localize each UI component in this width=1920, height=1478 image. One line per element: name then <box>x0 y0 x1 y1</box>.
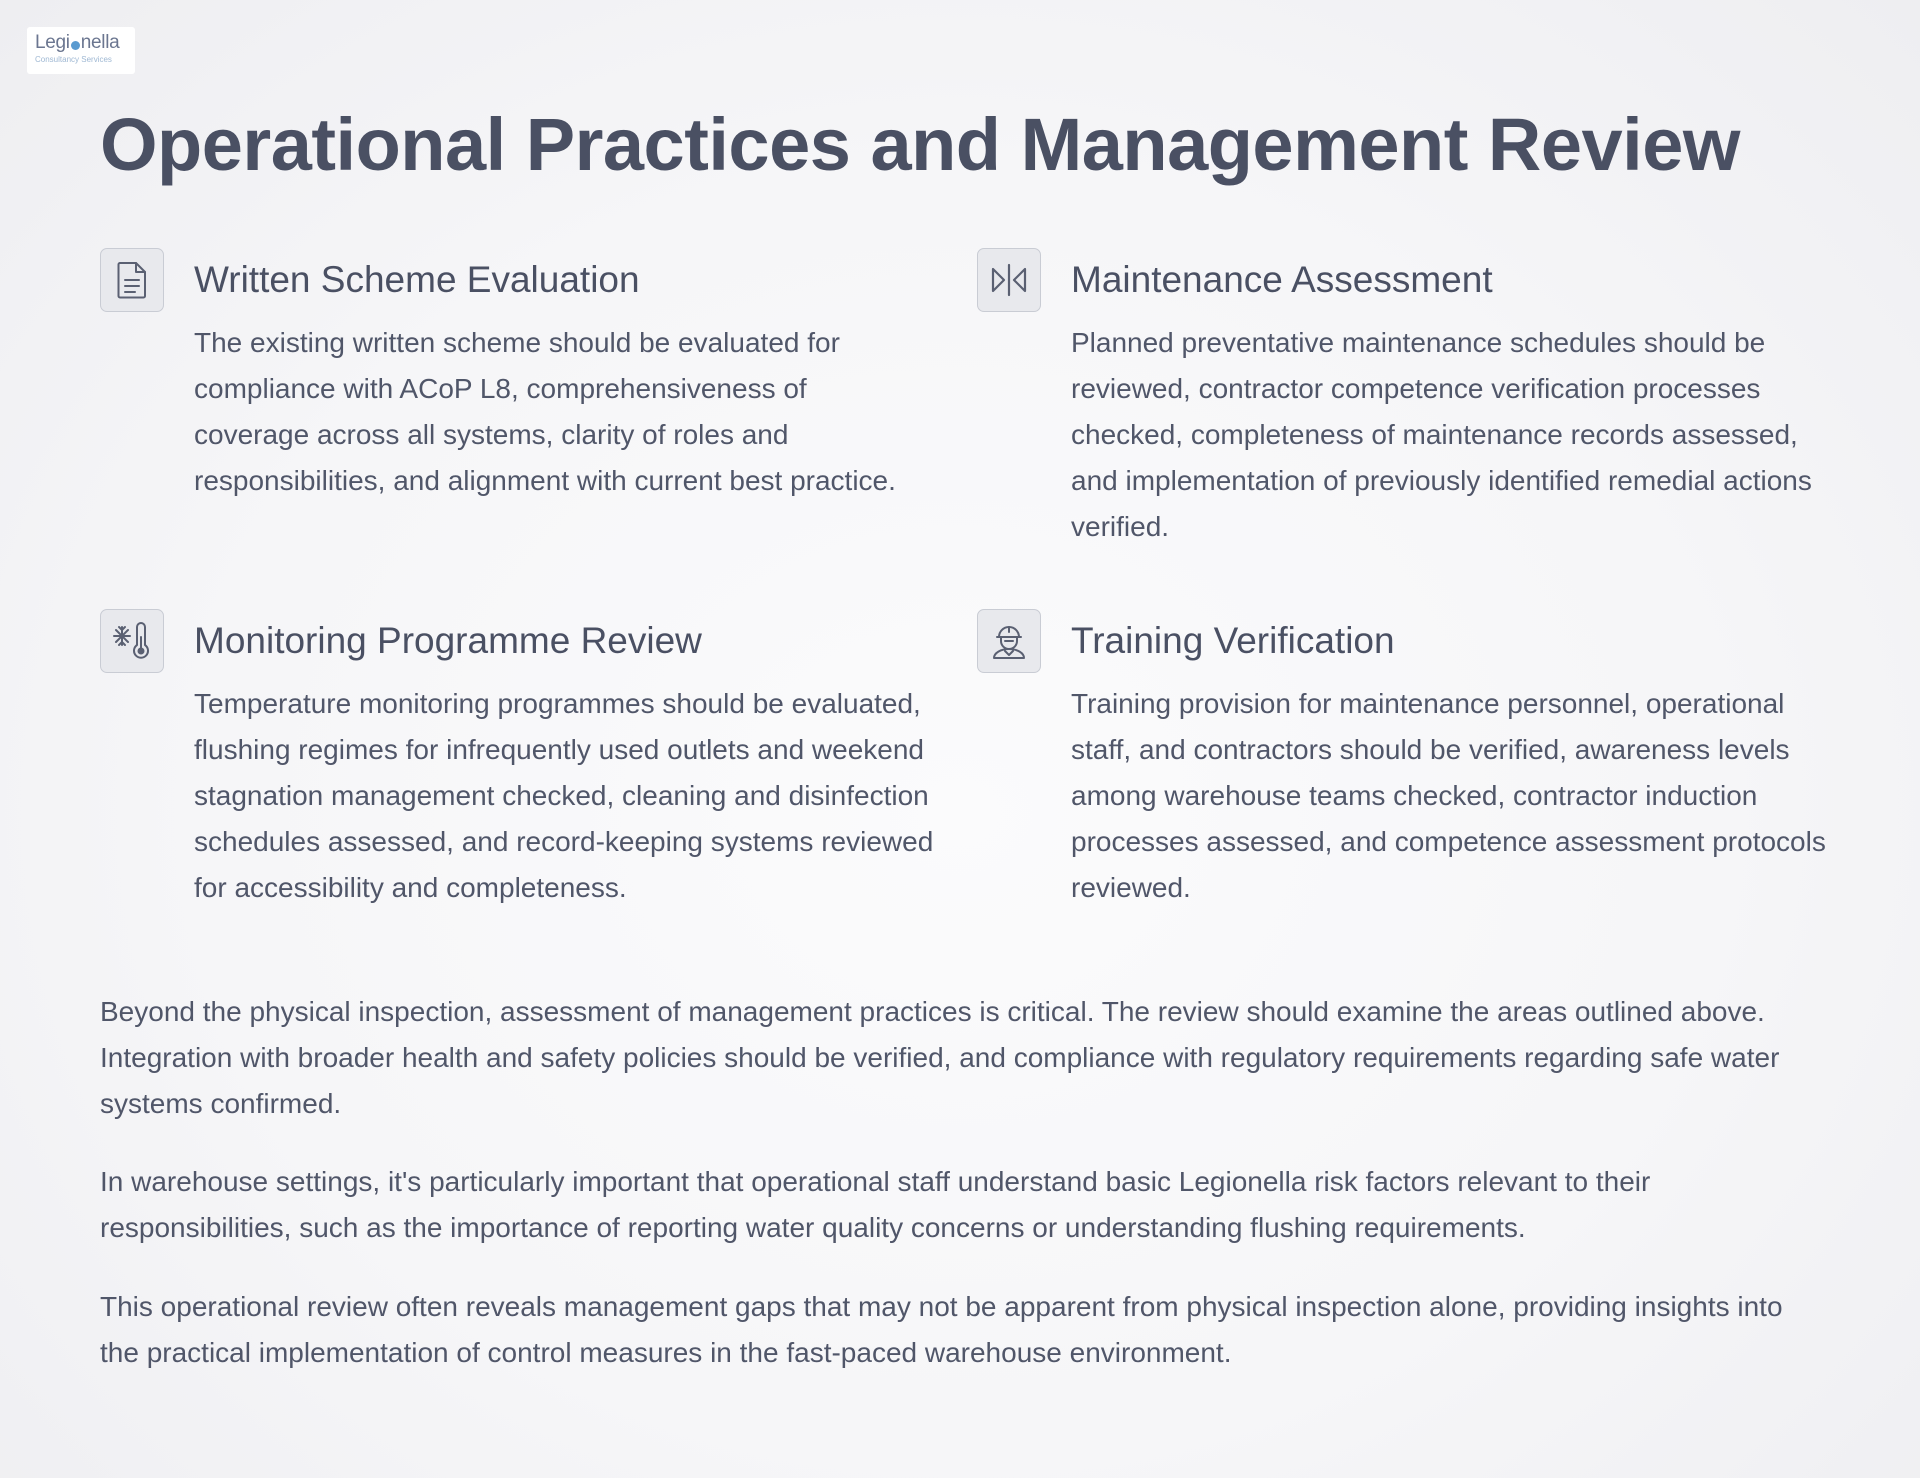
card-title: Maintenance Assessment <box>1071 259 1493 300</box>
logo-name-end: nella <box>80 32 120 53</box>
card-title: Monitoring Programme Review <box>194 620 702 661</box>
page-title: Operational Practices and Management Review <box>100 103 1740 186</box>
worker-helmet-icon <box>977 609 1041 673</box>
logo-wordmark <box>35 33 127 53</box>
body-paragraph: In warehouse settings, it's particularly important that operational staff understand basic Legionella risk factors relevant to their responsibilities, such as the importance of reporting water quality concerns or understanding flushing requirements. <box>100 1166 1651 1243</box>
card-title: Training Verification <box>1071 620 1395 661</box>
card-body: Temperature monitoring programmes should be evaluated, flushing regimes for infrequently used outlets and weekend stagnation management checked, cleaning and disinfection schedules assessed, and record-keeping systems reviewed for accessibility and completeness. <box>194 688 934 903</box>
company-logo <box>27 27 135 74</box>
body-paragraph: Beyond the physical inspection, assessment of management practices is critical. The review should examine the areas outlined above. Integration with broader health and safety policies should be verified, and compliance with regulatory requirements regarding safe water systems confirmed. <box>100 996 1780 1119</box>
card-body: The existing written scheme should be evaluated for compliance with ACoP L8, comprehensiveness of coverage across all systems, clarity of roles and responsibilities, and alignment with current best practice. <box>194 327 896 496</box>
flip-horizontal-icon <box>977 248 1041 312</box>
body-paragraph: This operational review often reveals management gaps that may not be apparent from physical inspection alone, providing insights into the practical implementation of control measures in the fast-paced warehouse environment. <box>100 1291 1783 1368</box>
logo-tagline: Consultancy Services <box>35 55 112 64</box>
card-body: Planned preventative maintenance schedules should be reviewed, contractor competence verification processes checked, completeness of maintenance records assessed, and implementation of previously identified remedial actions verified. <box>1071 327 1812 542</box>
thermometer-snowflake-icon <box>100 609 164 673</box>
logo-dot-icon <box>71 41 80 50</box>
card-title: Written Scheme Evaluation <box>194 259 640 300</box>
logo-name-start: Legi <box>35 32 70 53</box>
document-icon <box>100 248 164 312</box>
card-body: Training provision for maintenance personnel, operational staff, and contractors should be verified, awareness levels among warehouse teams checked, contractor induction processes assessed, and competence assessment protocols reviewed. <box>1071 688 1826 903</box>
